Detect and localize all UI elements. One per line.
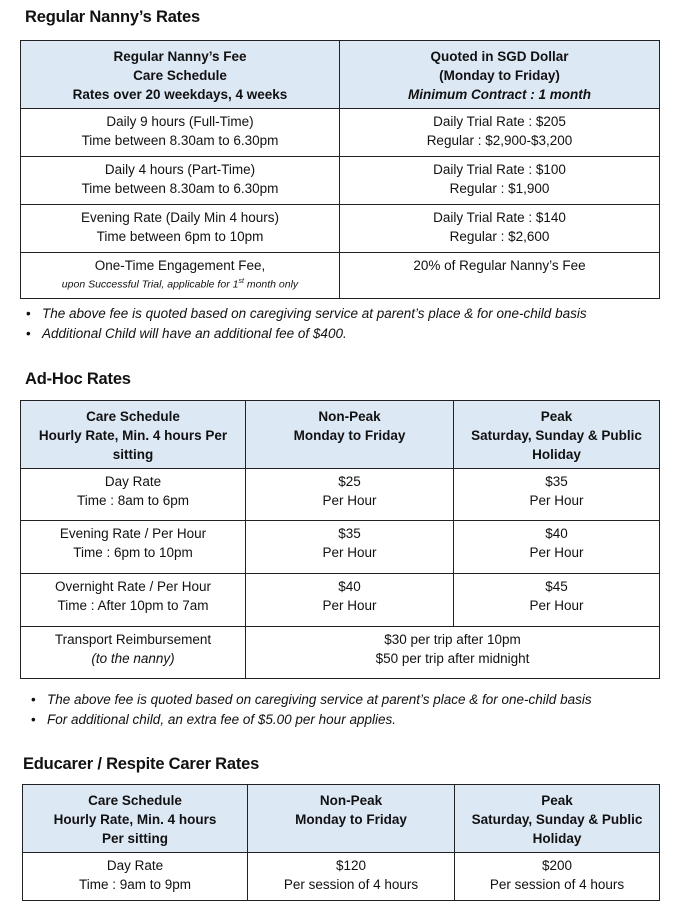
table-header-row xyxy=(23,785,660,853)
table-row xyxy=(21,157,660,205)
table-row xyxy=(21,469,660,521)
schedule-cell: Daily 9 hours (Full-Time) Time between 8.30am to 6.30pm xyxy=(21,109,340,157)
table-row xyxy=(21,574,660,627)
header-cell-peak: Peak Saturday, Sunday & Public Holiday xyxy=(455,785,660,853)
header-cell-non-peak: Non-Peak Monday to Friday xyxy=(246,401,454,469)
list-item: • For additional child, an extra fee of $5.00 per hour applies. xyxy=(31,711,396,727)
adhoc-rates-table xyxy=(20,400,660,679)
table-row xyxy=(23,853,660,901)
table-header-row xyxy=(21,41,660,109)
table-header-row xyxy=(21,401,660,469)
schedule-cell: Evening Rate / Per Hour Time : 6pm to 10pm xyxy=(21,521,246,574)
header-cell-quoted-sgd: Quoted in SGD Dollar (Monday to Friday) Minimum Contract : 1 month xyxy=(340,41,660,109)
engagement-fee-cell: One-Time Engagement Fee, upon Successful Trial, applicable for 1st month only xyxy=(21,253,340,299)
rate-cell: Daily Trial Rate : $100 Regular : $1,900 xyxy=(340,157,660,205)
regular-notes-list xyxy=(22,304,662,343)
schedule-cell: Overnight Rate / Per Hour Time : After 10pm to 7am xyxy=(21,574,246,627)
header-cell-non-peak: Non-Peak Monday to Friday xyxy=(248,785,455,853)
transport-rate-cell: $30 per trip after 10pm $50 per trip after midnight xyxy=(246,627,660,679)
header-cell-care-schedule: Care Schedule Hourly Rate, Min. 4 hours Per sitting xyxy=(21,401,246,469)
header-cell-care-schedule: Care Schedule Hourly Rate, Min. 4 hours Per sitting xyxy=(23,785,248,853)
regular-rates-title: Regular Nanny’s Rates xyxy=(25,8,200,26)
schedule-cell: Day Rate Time : 8am to 6pm xyxy=(21,469,246,521)
adhoc-notes-list xyxy=(27,690,667,729)
schedule-cell: Evening Rate (Daily Min 4 hours) Time between 6pm to 10pm xyxy=(21,205,340,253)
header-cell-care-schedule: Regular Nanny’s Fee Care Schedule Rates over 20 weekdays, 4 weeks xyxy=(21,41,340,109)
peak-rate-cell: $45 Per Hour xyxy=(454,574,660,627)
list-item: • Additional Child will have an additional fee of $400. xyxy=(26,325,347,341)
table-row-transport xyxy=(21,627,660,679)
engagement-fee-rate-cell: 20% of Regular Nanny’s Fee xyxy=(340,253,660,299)
table-row xyxy=(21,109,660,157)
adhoc-rates-title: Ad-Hoc Rates xyxy=(25,370,131,388)
regular-rates-table xyxy=(20,40,660,299)
non-peak-rate-cell: $40 Per Hour xyxy=(246,574,454,627)
non-peak-rate-cell: $25 Per Hour xyxy=(246,469,454,521)
engagement-fee-note: upon Successful Trial, applicable for 1st month only xyxy=(61,278,299,291)
list-item: • The above fee is quoted based on caregiving service at parent’s place & for one-child basis xyxy=(31,692,592,707)
rate-cell: Daily Trial Rate : $205 Regular : $2,900-$3,200 xyxy=(340,109,660,157)
table-row-engagement-fee xyxy=(21,253,660,299)
rate-cell: Daily Trial Rate : $140 Regular : $2,600 xyxy=(340,205,660,253)
table-row xyxy=(21,205,660,253)
educarer-rates-table xyxy=(22,784,660,901)
header-cell-peak: Peak Saturday, Sunday & Public Holiday xyxy=(454,401,660,469)
peak-rate-cell: $40 Per Hour xyxy=(454,521,660,574)
non-peak-rate-cell: $120 Per session of 4 hours xyxy=(248,853,455,901)
peak-rate-cell: $200 Per session of 4 hours xyxy=(455,853,660,901)
peak-rate-cell: $35 Per Hour xyxy=(454,469,660,521)
educarer-rates-title: Educarer / Respite Carer Rates xyxy=(23,755,260,773)
table-row xyxy=(21,521,660,574)
non-peak-rate-cell: $35 Per Hour xyxy=(246,521,454,574)
list-item: • The above fee is quoted based on caregiving service at parent’s place & for one-child basis xyxy=(26,306,587,321)
schedule-cell: Day Rate Time : 9am to 9pm xyxy=(23,853,248,901)
transport-cell: Transport Reimbursement (to the nanny) xyxy=(21,627,246,679)
schedule-cell: Daily 4 hours (Part-Time) Time between 8.30am to 6.30pm xyxy=(21,157,340,205)
